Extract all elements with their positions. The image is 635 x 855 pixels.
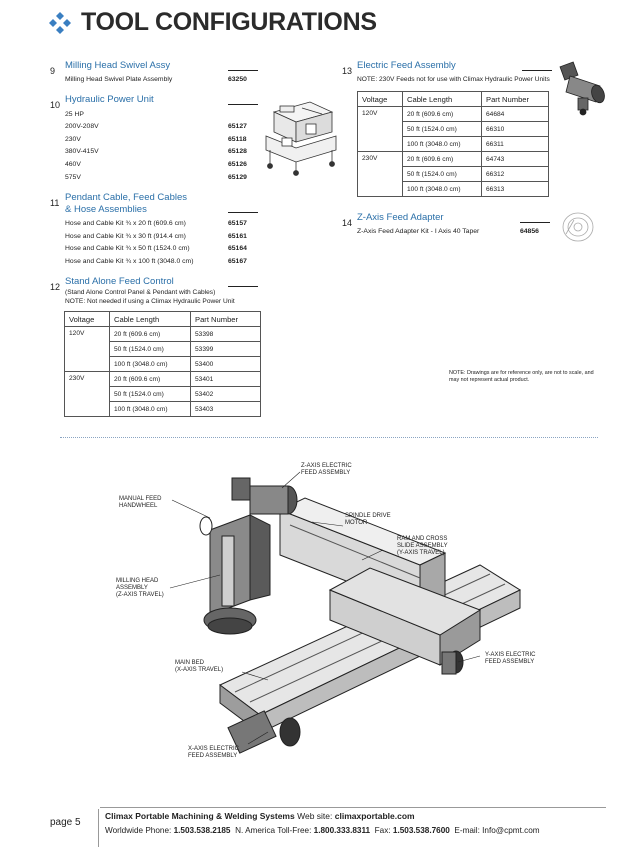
part-number-cell: 66313: [482, 182, 549, 197]
section-note: (Stand Alone Control Panel & Pendant with Cables): [65, 289, 216, 296]
section-number: 12: [50, 282, 61, 292]
part-number: 65118: [228, 136, 247, 143]
item-label: 575V: [65, 174, 81, 181]
item-label: Hose and Cable Kit ¾ x 20 ft (609.6 cm): [65, 220, 186, 227]
main-bed-label: [175, 660, 223, 674]
section-number: 11: [50, 198, 60, 208]
item-label: Milling Head Swivel Plate Assembly: [65, 76, 173, 83]
cable-length-cell: 100 ft (3048.0 cm): [110, 402, 191, 417]
electric-feed-table: [357, 91, 549, 197]
part-number: 65127: [228, 123, 247, 130]
column-header: Cable Length: [403, 92, 482, 107]
item-label: 380V-415V: [65, 148, 99, 155]
worldwide-phone: 1.503.538.2185: [173, 826, 231, 835]
section-note: NOTE: 230V Feeds not for use with Climax Hydraulic Power Units: [357, 76, 550, 83]
x-axis-feed-label: [188, 746, 239, 760]
label-line: FEED ASSEMBLY: [301, 470, 351, 476]
label-line: FEED ASSEMBLY: [485, 659, 535, 665]
cable-length-cell: 20 ft (609.6 cm): [110, 327, 191, 342]
section-title: Electric Feed Assembly: [357, 60, 456, 71]
label-line: Y-AXIS ELECTRIC: [485, 652, 536, 658]
fax-number: 1.503.538.7600: [392, 826, 450, 835]
table-row: [358, 107, 549, 122]
cable-length-cell: 20 ft (609.6 cm): [403, 152, 482, 167]
page-header: [47, 8, 377, 37]
item-label: Hose and Cable Kit ¾ x 30 ft (914.4 cm): [65, 233, 186, 240]
spindle-motor-label: [345, 513, 391, 527]
email-link[interactable]: Info@cpmt.com: [482, 826, 540, 835]
column-header: Voltage: [358, 92, 403, 107]
item-label: 230V: [65, 136, 81, 143]
item-label: Z-Axis Feed Adapter Kit - I Axis 40 Taper: [357, 228, 480, 235]
part-number: 65128: [228, 148, 247, 155]
cable-length-cell: 100 ft (3048.0 cm): [403, 182, 482, 197]
label-line: X-AXIS ELECTRIC: [188, 746, 240, 752]
column-header: Part Number: [482, 92, 549, 107]
climax-logo-icon: [47, 10, 73, 36]
section-title: Stand Alone Feed Control: [65, 276, 174, 287]
part-number: 65129: [228, 174, 247, 181]
part-number: 65167: [228, 258, 247, 265]
section-10: [50, 94, 154, 113]
item-label: 200V-208V: [65, 123, 99, 130]
section-title: Milling Head Swivel Assy: [65, 60, 171, 71]
company-line: [105, 811, 415, 821]
item-label: Hose and Cable Kit ¾ x 100 ft (3048.0 cm): [65, 258, 194, 265]
cable-length-cell: 50 ft (1524.0 cm): [110, 342, 191, 357]
column-header: Cable Length: [110, 312, 191, 327]
table-row: [358, 152, 549, 167]
handwheel-label: [119, 496, 161, 510]
footer-vertical-divider: [98, 809, 99, 847]
tollfree-phone: 1.800.333.8311: [313, 826, 371, 835]
y-axis-feed-label: [485, 652, 535, 666]
tollfree-label: N. America Toll-Free:: [235, 826, 312, 835]
page-number: page 5: [50, 817, 81, 828]
label-line: RAM AND CROSS: [397, 536, 448, 542]
drawing-note-line: may not represent actual product.: [449, 377, 530, 383]
item-label: 25 HP: [65, 111, 84, 118]
electric-feed-drawing: [556, 56, 612, 118]
part-number-cell: 53403: [191, 402, 261, 417]
section-note: NOTE: Not needed if using a Climax Hydraulic Power Unit: [65, 298, 235, 305]
label-line: MILLING HEAD: [116, 578, 159, 584]
cable-length-cell: 50 ft (1524.0 cm): [110, 387, 191, 402]
section-9: [50, 60, 171, 79]
cable-length-cell: 20 ft (609.6 cm): [403, 107, 482, 122]
cable-length-cell: 20 ft (609.6 cm): [110, 372, 191, 387]
milling-head-label: [116, 578, 164, 599]
label-line: MOTOR: [345, 520, 368, 526]
part-number: 65157: [228, 220, 247, 227]
section-title: Pendant Cable, Feed Cables: [65, 192, 187, 203]
label-line: SLIDE ASSEMBLY: [397, 543, 448, 549]
voltage-cell: 120V: [358, 107, 403, 152]
label-line: (Y-AXIS TRAVEL): [397, 550, 445, 556]
voltage-cell: 230V: [358, 152, 403, 197]
hydraulic-power-unit-drawing: [262, 98, 340, 176]
drawing-note: [449, 370, 594, 384]
section-14: [342, 212, 444, 231]
section-11: [50, 192, 187, 215]
ram-slide-label: [397, 536, 448, 557]
part-number-cell: 66311: [482, 137, 549, 152]
cable-length-cell: 50 ft (1524.0 cm): [403, 167, 482, 182]
website-label: Web site:: [297, 811, 333, 821]
part-number: 65164: [228, 245, 247, 252]
part-number-cell: 64743: [482, 152, 549, 167]
label-line: (X-AXIS TRAVEL): [175, 667, 224, 673]
voltage-cell: 230V: [65, 372, 110, 417]
section-number: 13: [342, 66, 353, 76]
footer-divider: [100, 807, 606, 808]
section-divider: [60, 437, 598, 438]
z-axis-feed-label: [301, 463, 352, 477]
part-number: 64856: [520, 228, 539, 235]
label-line: FEED ASSEMBLY: [188, 753, 238, 759]
part-number: 65161: [228, 233, 247, 240]
label-line: SPINDLE DRIVE: [345, 513, 391, 519]
z-axis-adapter-drawing: [560, 210, 596, 244]
cable-length-cell: 50 ft (1524.0 cm): [403, 122, 482, 137]
part-number-cell: 53400: [191, 357, 261, 372]
section-title: Hydraulic Power Unit: [65, 94, 154, 105]
diagram-leader-lines: [0, 440, 635, 770]
fax-label: Fax:: [374, 826, 391, 835]
label-line: ASSEMBLY: [116, 585, 148, 591]
table-row: [65, 327, 261, 342]
label-line: MAIN BED: [175, 660, 205, 666]
section-number: 9: [50, 66, 56, 76]
page-title: TOOL CONFIGURATIONS: [81, 8, 377, 36]
company-name: Climax Portable Machining & Welding Systems: [105, 811, 295, 821]
phone-label: Worldwide Phone:: [105, 826, 172, 835]
item-label: Hose and Cable Kit ¾ x 50 ft (1524.0 cm): [65, 245, 190, 252]
part-number-cell: 53398: [191, 327, 261, 342]
email-label: E-mail:: [454, 826, 480, 835]
label-line: MANUAL FEED: [119, 496, 162, 502]
label-line: (Z-AXIS TRAVEL): [116, 592, 164, 598]
part-number-cell: 66312: [482, 167, 549, 182]
website-link[interactable]: climaxportable.com: [334, 811, 415, 821]
section-title: Z-Axis Feed Adapter: [357, 212, 444, 223]
cable-length-cell: 100 ft (3048.0 cm): [403, 137, 482, 152]
section-title-line-2: & Hose Assemblies: [65, 204, 147, 215]
part-number: 63250: [228, 76, 247, 83]
part-number: 65126: [228, 161, 247, 168]
table-row: [65, 372, 261, 387]
part-number-cell: 53401: [191, 372, 261, 387]
column-header: Voltage: [65, 312, 110, 327]
section-13: [342, 60, 456, 79]
item-label: 460V: [65, 161, 81, 168]
stand-alone-feed-table: [64, 311, 261, 417]
voltage-cell: 120V: [65, 327, 110, 372]
cable-length-cell: 100 ft (3048.0 cm): [110, 357, 191, 372]
part-number-cell: 64684: [482, 107, 549, 122]
part-number-cell: 66310: [482, 122, 549, 137]
column-header: Part Number: [191, 312, 261, 327]
label-line: Z-AXIS ELECTRIC: [301, 463, 352, 469]
section-number: 14: [342, 218, 353, 228]
part-number-cell: 53402: [191, 387, 261, 402]
part-number-cell: 53399: [191, 342, 261, 357]
section-number: 10: [50, 100, 61, 110]
contact-line: [105, 826, 540, 835]
label-line: HANDWHEEL: [119, 503, 158, 509]
drawing-note-line: NOTE: Drawings are for reference only, are not to scale, and: [449, 370, 594, 376]
